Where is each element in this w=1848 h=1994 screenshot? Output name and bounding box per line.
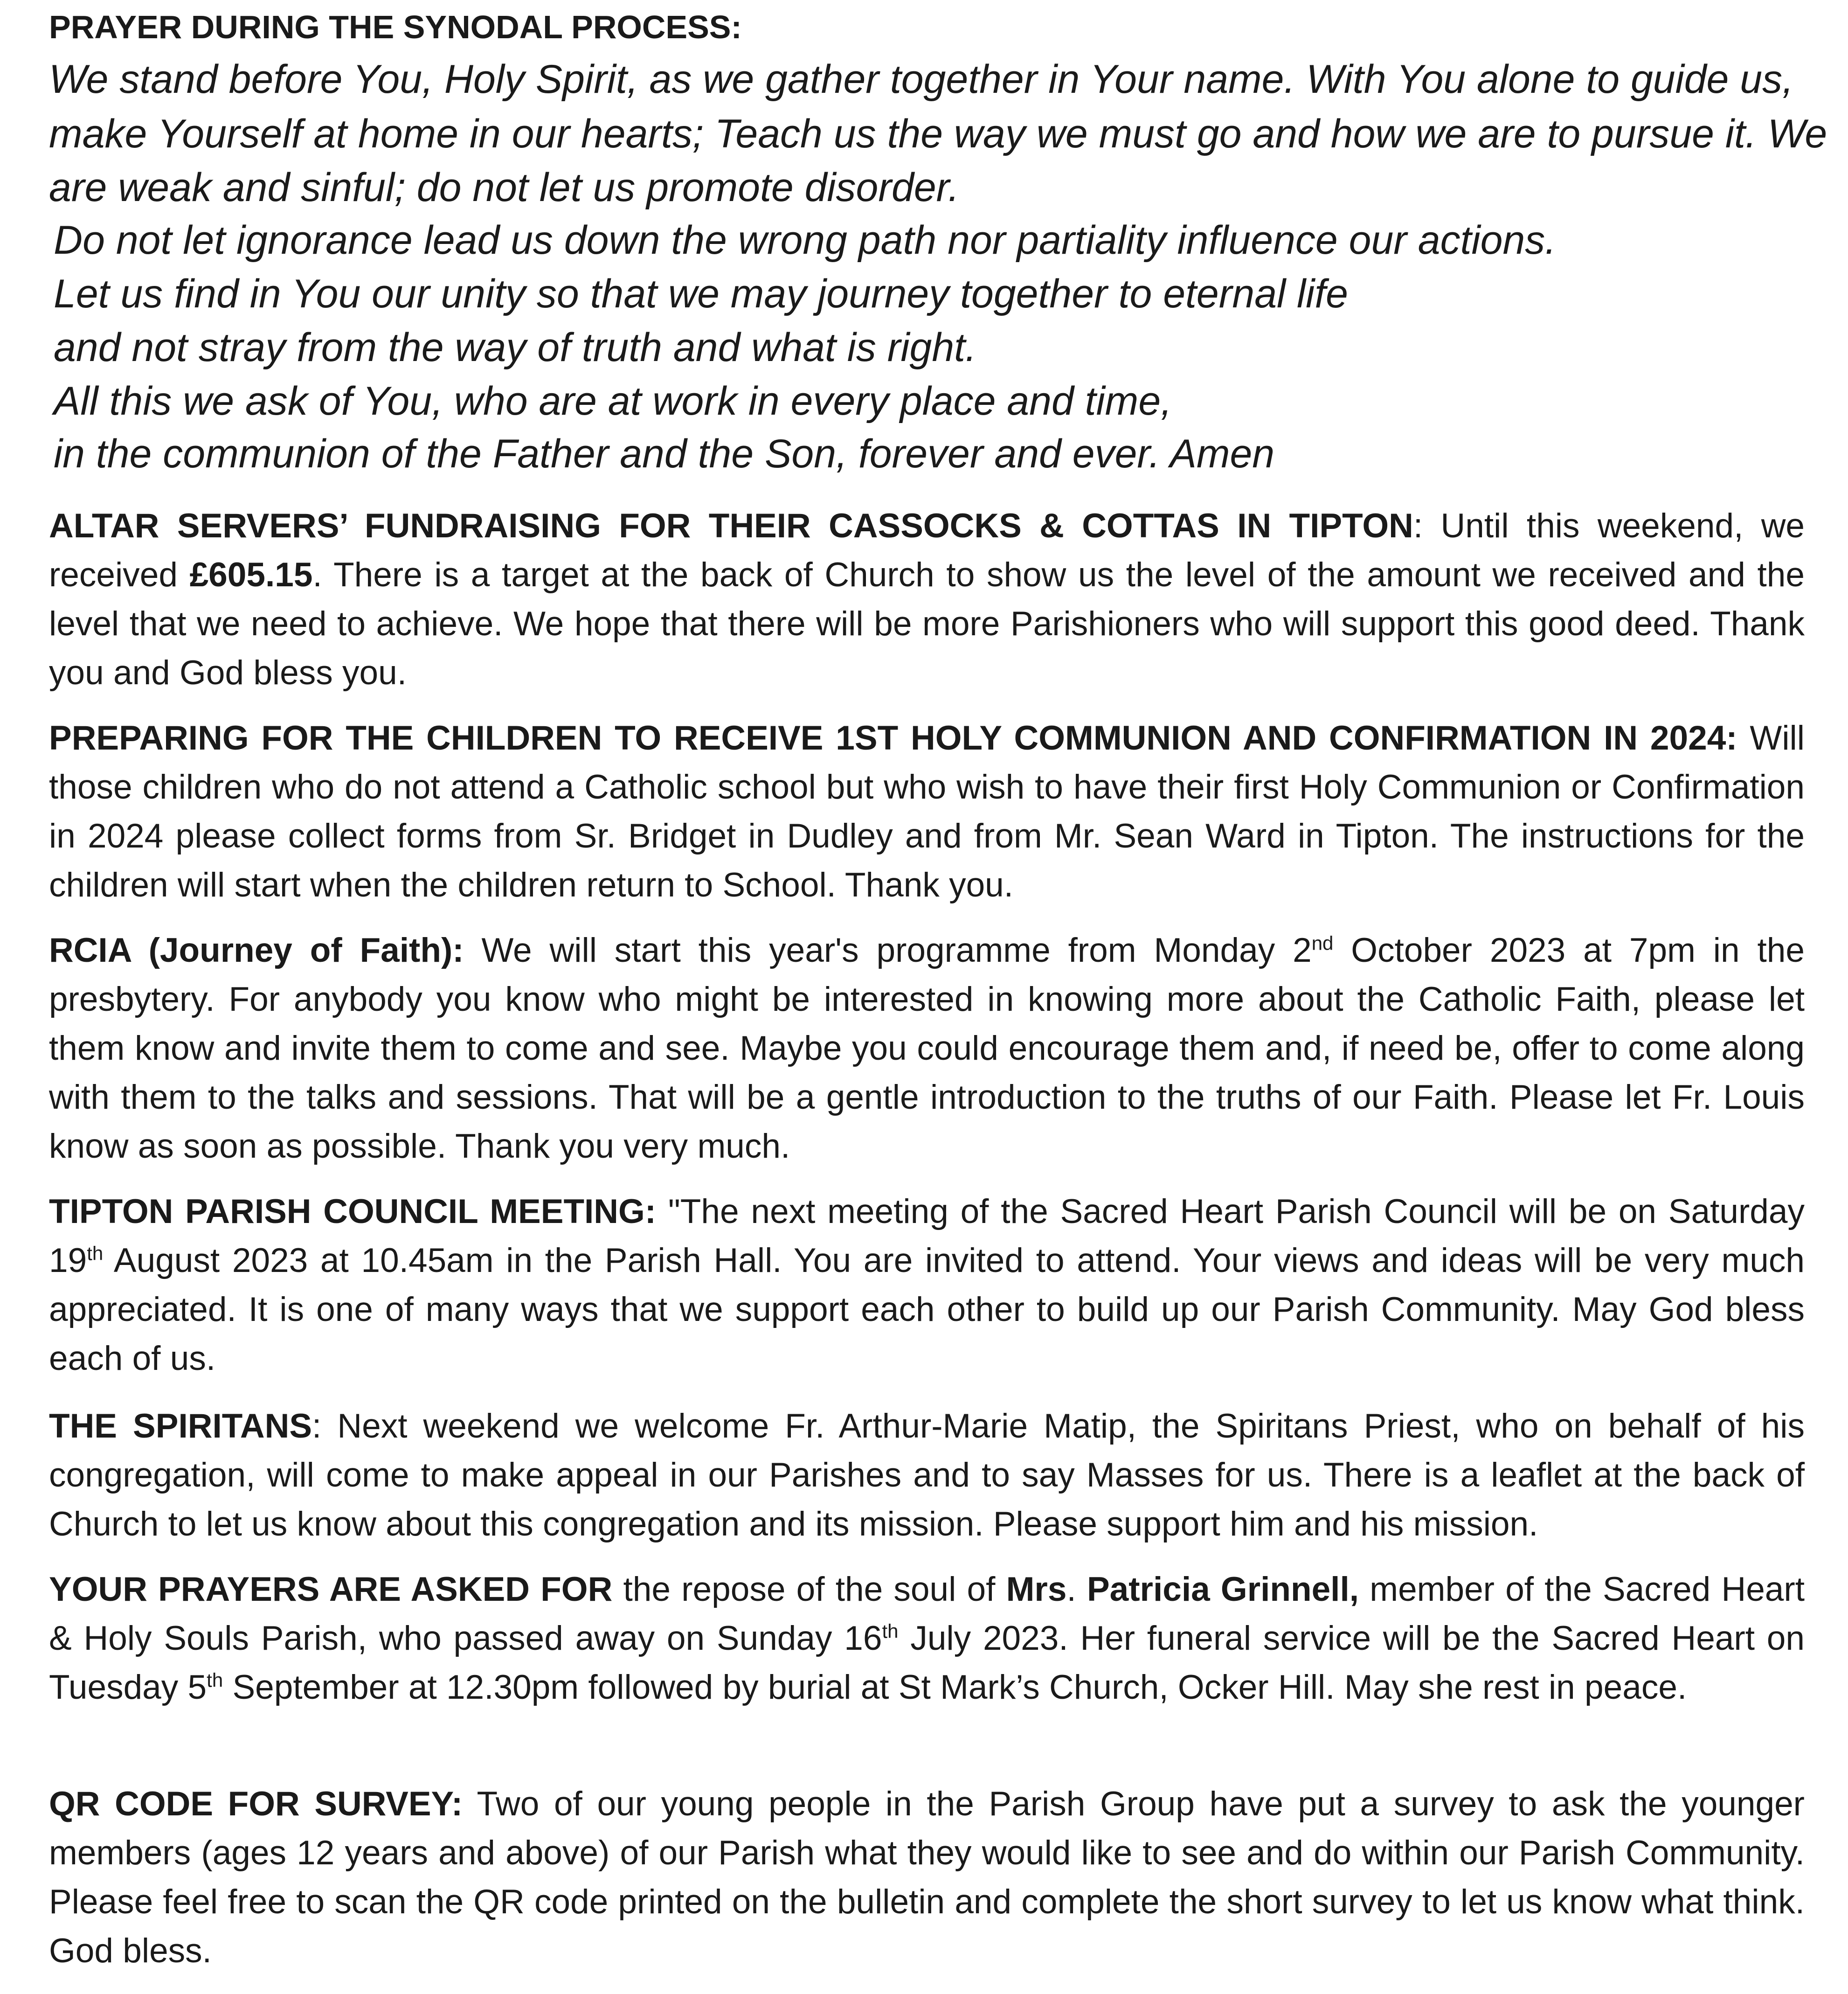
qr-survey-heading: QR CODE FOR SURVEY: xyxy=(49,1785,463,1823)
prayer-line-8: in the communion of the Father and the Son, forever and ever. Amen xyxy=(54,431,1275,476)
rcia-heading: RCIA (Journey of Faith): xyxy=(49,931,464,969)
rcia-sup: nd xyxy=(1311,932,1334,954)
parish-council-heading: TIPTON PARISH COUNCIL MEETING: xyxy=(49,1193,657,1230)
rcia-text-a: We will start this year's programme from Monday 2 xyxy=(464,931,1312,969)
prayers-asked-sup-a: th xyxy=(882,1620,899,1642)
altar-servers-text-b: . There is a target at the back of Church to show us the level of the amount we received and the level that we need to achieve. We hope that there will be more Parishioners who will support this good deed. Thank you and God bless you. xyxy=(49,556,1805,692)
first-communion-text: Will those children who do not attend a Catholic school but who wish to have their first Holy Communion or Confirmation in 2024 please collect forms from Sr. Bridget in Dudley and from Mr. Sean Ward in Tipton. The instructions for the children will start when the children return to School. Thank you. xyxy=(49,719,1805,904)
altar-servers-heading: ALTAR SERVERS’ FUNDRAISING FOR THEIR CASSOCKS & COTTAS IN TIPTON xyxy=(49,507,1413,545)
spiritans-heading: THE SPIRITANS xyxy=(49,1407,312,1445)
prayer-line-4: Do not let ignorance lead us down the wrong path nor partiality influence our actions. xyxy=(54,218,1557,263)
qr-survey-text: Two of our young people in the Parish Group have put a survey to ask the younger members (ages 12 years and above) of our Parish what they would like to see and do within our Parish Community. Please feel free to scan the QR code printed on the bulletin and complete the short survey to let us know what think. God bless. xyxy=(49,1785,1805,1970)
prayer-line-7: All this we ask of You, who are at work in every place and time, xyxy=(54,379,1172,424)
prayers-asked-sup-b: th xyxy=(207,1669,223,1691)
prayer-line-6: and not stray from the way of truth and what is right. xyxy=(54,325,976,370)
prayers-asked-notice xyxy=(49,1565,1805,1712)
prayer-heading: PRAYER DURING THE SYNODAL PROCESS: xyxy=(49,9,742,45)
first-communion-heading: PREPARING FOR THE CHILDREN TO RECEIVE 1ST HOLY COMMUNION AND CONFIRMATION IN 2024: xyxy=(49,719,1737,757)
prayer-line-5: Let us find in You our unity so that we may journey together to eternal life xyxy=(54,271,1348,316)
parish-council-sup: th xyxy=(87,1242,104,1264)
prayers-asked-text-a: the repose of the soul of xyxy=(612,1570,1006,1608)
rcia-notice xyxy=(49,926,1805,1171)
spiritans-text: : Next weekend we welcome Fr. Arthur-Marie Matip, the Spiritans Priest, who on behalf of his congregation, will come to make appeal in our Parishes and to say Masses for us. There is a leaflet at the back of Church to let us know about this congregation and its mission. Please support him and his mission. xyxy=(49,1407,1805,1543)
altar-servers-amount: £605.15 xyxy=(189,556,313,594)
prayers-asked-text-b: member of the Sacred Heart & Holy Souls Parish, who passed away on Sunday 16 xyxy=(49,1570,1805,1657)
prayer-line-1: We stand before You, Holy Spirit, as we gather together in Your name. With You alone to guide us, xyxy=(49,57,1793,102)
spiritans-notice xyxy=(49,1402,1805,1549)
rcia-text-b: October 2023 at 7pm in the presbytery. For anybody you know who might be interested in knowing more about the Catholic Faith, please let them know and invite them to come and see. Maybe you could encourage them and, if need be, offer to come along with them to the talks and sessions. That will be a gentle introduction to the truths of our Faith. Please let Fr. Louis know as soon as possible. Thank you very much. xyxy=(49,931,1805,1165)
prayer-line-2: make Yourself at home in our hearts; Teach us the way we must go and how we are to pursue it. We xyxy=(49,111,1827,156)
prayers-asked-name-b: Patricia Grinnell, xyxy=(1087,1570,1359,1608)
prayers-asked-heading: YOUR PRAYERS ARE ASKED FOR xyxy=(49,1570,613,1608)
prayers-asked-text-c: July 2023. Her funeral service will be the Sacred Heart on Tuesday 5 xyxy=(49,1619,1805,1706)
first-communion-notice xyxy=(49,714,1805,910)
parish-council-text-b: August 2023 at 10.45am in the Parish Hall. You are invited to attend. Your views and ideas will be very much appreciated. It is one of many ways that we support each other to build up our Parish Community. May God bless each of us. xyxy=(49,1242,1805,1377)
prayer-line-3: are weak and sinful; do not let us promote disorder. xyxy=(49,165,960,210)
parish-council-text-a: "The next meeting of the Sacred Heart Parish Council will be on Saturday 19 xyxy=(49,1193,1805,1279)
qr-survey-notice xyxy=(49,1779,1805,1975)
prayers-asked-text-d: September at 12.30pm followed by burial at St Mark’s Church, Ocker Hill. May she rest in peace. xyxy=(223,1668,1687,1706)
prayers-asked-dot: . xyxy=(1066,1570,1087,1608)
parish-council-notice xyxy=(49,1187,1805,1383)
altar-servers-text-a: : Until this weekend, we received xyxy=(49,507,1805,594)
altar-servers-notice xyxy=(49,501,1805,697)
prayers-asked-name-a: Mrs xyxy=(1006,1570,1067,1608)
